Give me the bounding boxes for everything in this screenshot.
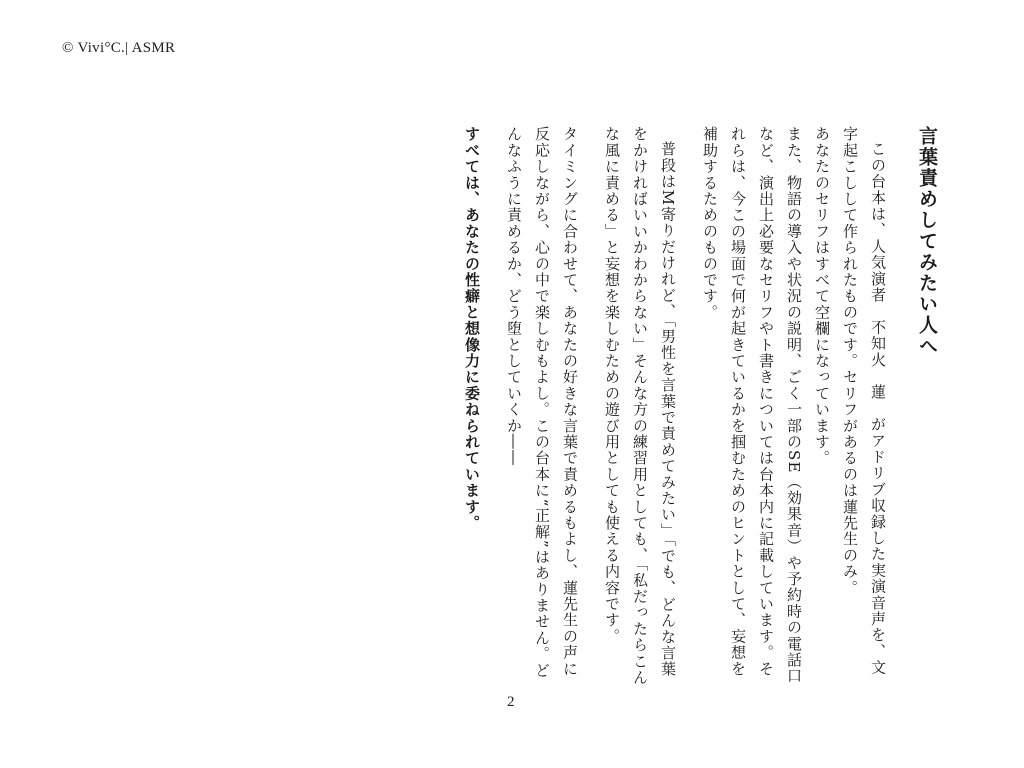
paragraph-closing: すべては、あなたの性癖と想像力に委ねられています。 bbox=[463, 126, 481, 531]
paragraph-intro: この台本は、人気演者 不知火 蓮 がアドリブ収録した実演音声を、文字起こしして作られたものです。セリフがあるのは蓮先生のみ。 bbox=[841, 126, 887, 676]
paragraph-blank-lines: あなたのセリフはすべて空欄になっています。 bbox=[813, 126, 831, 467]
page-number: 2 bbox=[507, 694, 515, 710]
paragraph-timing: タイミングに合わせて、あなたの好きな言葉で責めるもよし、蓮先生の声に反応しながら、心の中で楽しむもよし。この台本に“正解”はありません。どんなふうに責めるか、どう堕としていくか―― bbox=[505, 126, 579, 679]
document-body bbox=[322, 126, 942, 686]
document-title: 言葉責めしてみたい人へ bbox=[916, 126, 938, 357]
copyright-header: © Vivi°C.| ASMR bbox=[62, 40, 176, 56]
paragraph-staging: また、物語の導入や状況の説明、ごく一部のSE（効果音）や予約時の電話口など、演出上必要なセリフやト書きについては台本内に記載しています。それらは、今この場面で何が起きているかを掴むためのヒントとして、妄想を補助するためのものです。 bbox=[701, 126, 803, 685]
paragraph-usage: 普段はM寄りだけれど、「男性を言葉で責めてみたい」「でも、どんな言葉をかければいいかわからない」そんな方の練習用としても、「私だったらこんな風に責める」と妄想を楽しむための遊び用としても使える内容です。 bbox=[603, 126, 677, 686]
